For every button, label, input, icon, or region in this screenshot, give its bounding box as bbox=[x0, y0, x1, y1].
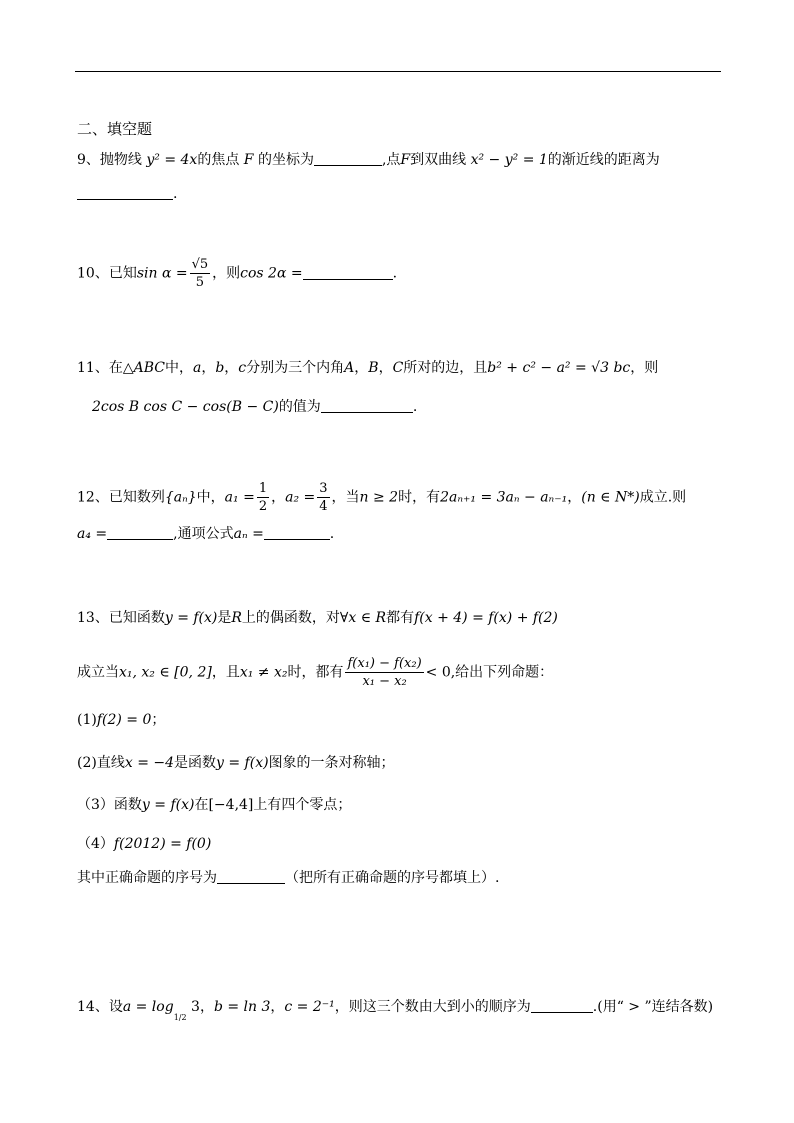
q13-line2-pre: 成立当 bbox=[77, 664, 119, 681]
q13-last-pre: 其中正确命题的序号为 bbox=[77, 870, 217, 886]
q12-a2-num: 3 bbox=[319, 481, 328, 496]
q9-text-mid4: 到双曲线 bbox=[410, 152, 467, 168]
q9-end: . bbox=[173, 186, 178, 202]
q13-lt: < 0 bbox=[425, 664, 451, 681]
q11-line1-end: ，则 bbox=[630, 360, 659, 376]
q11-sep-4: ， bbox=[378, 360, 393, 376]
q13-p1-end: ； bbox=[151, 712, 166, 728]
q13-p4-label: （4） bbox=[77, 836, 114, 852]
q9-hyperbola-eq: x² − y² = 1 bbox=[470, 152, 548, 168]
q10-sin-expr: sin α = bbox=[136, 265, 188, 282]
question-12-line-1 bbox=[77, 480, 686, 515]
q11-side-b: b bbox=[215, 360, 225, 376]
q9-answer-blank-1[interactable] bbox=[314, 151, 382, 166]
q13-answer-blank[interactable] bbox=[217, 869, 285, 884]
q13-p2-fn: y = f(x) bbox=[216, 755, 269, 771]
q12-an-blank[interactable] bbox=[264, 525, 330, 540]
question-11-line-2 bbox=[92, 397, 417, 417]
q10-frac-den: 5 bbox=[195, 275, 205, 290]
q13-p1-label: (1) bbox=[77, 712, 97, 728]
q12-text-mid5: ,通项公式 bbox=[173, 526, 234, 542]
q13-text-mid2: 上的偶函数，对 bbox=[241, 610, 340, 626]
q11-sep-2: ， bbox=[224, 360, 239, 376]
q10-number: 10、 bbox=[77, 265, 109, 282]
q12-sep: ， bbox=[271, 489, 286, 506]
q11-sep-1: ， bbox=[201, 360, 216, 376]
q12-text-mid4: 成立.则 bbox=[639, 489, 687, 506]
question-13-line-2 bbox=[77, 655, 553, 690]
q11-end: . bbox=[412, 399, 418, 415]
q13-R: R bbox=[231, 610, 242, 626]
q12-a4-blank[interactable] bbox=[107, 525, 173, 540]
q13-function: y = f(x) bbox=[164, 610, 218, 626]
q13-frac-den: x₁ − x₂ bbox=[362, 674, 407, 689]
question-14 bbox=[77, 997, 714, 1022]
q12-sequence: {aₙ} bbox=[164, 489, 197, 506]
q13-proposition-2 bbox=[77, 753, 395, 773]
q11-expression: 2cos B cos C − cos(B − C) bbox=[92, 399, 279, 415]
q12-recurrence: 2aₙ₊₁ = 3aₙ − aₙ₋₁ bbox=[440, 489, 568, 506]
q10-fraction bbox=[190, 256, 211, 291]
q14-log-base: 1/2 bbox=[173, 1013, 187, 1022]
q12-a2-den: 4 bbox=[319, 499, 328, 514]
q12-text-mid3: 时，有 bbox=[398, 489, 441, 506]
section-heading: 二、填空题 bbox=[77, 120, 153, 138]
q13-text-pre: 已知函数 bbox=[108, 610, 165, 626]
q9-text-pre: 抛物线 bbox=[99, 152, 142, 168]
q14-sep-1: ， bbox=[199, 999, 214, 1015]
q14-sep-2: ， bbox=[270, 999, 285, 1015]
q9-focus-F-2: F bbox=[400, 152, 411, 168]
q11-text-mid3: 所对的边，且 bbox=[403, 360, 488, 376]
q10-cos-expr: cos 2α = bbox=[240, 265, 303, 282]
q11-number: 11、 bbox=[77, 360, 109, 376]
q11-angle-C: C bbox=[392, 360, 404, 376]
q13-p3-interval: [−4,4] bbox=[208, 797, 254, 813]
q13-neq: x₁ ≠ x₂ bbox=[239, 664, 288, 681]
q14-end: .(用“ > ”连结各数) bbox=[592, 999, 714, 1015]
q11-side-c: c bbox=[238, 360, 247, 376]
q9-text-mid2: 的坐标为 bbox=[257, 152, 314, 168]
q10-frac-num: √5 bbox=[191, 257, 209, 272]
q12-text-mid1: 中， bbox=[196, 489, 225, 506]
q9-text-mid1: 的焦点 bbox=[197, 152, 240, 168]
q13-line2-end: ,给出下列命题： bbox=[450, 664, 554, 681]
q12-a2-label: a₂ = bbox=[285, 489, 316, 506]
q9-number: 9、 bbox=[77, 152, 100, 168]
q13-line2-mid1: ，且 bbox=[211, 664, 240, 681]
q12-a4-label: a₄ = bbox=[77, 526, 108, 542]
q10-text-pre: 已知 bbox=[108, 265, 137, 282]
q13-proposition-1 bbox=[77, 710, 165, 730]
q14-text-mid: ，则这三个数由大到小的顺序为 bbox=[334, 999, 531, 1015]
q13-p2-label: (2)直线 bbox=[77, 755, 125, 771]
q13-p2-end: 图象的一条对称轴； bbox=[268, 755, 395, 771]
q9-text-mid3: ,点 bbox=[381, 152, 401, 168]
q11-text-mid2: 分别为三个内角 bbox=[246, 360, 345, 376]
q12-a1-den: 2 bbox=[258, 499, 268, 514]
q13-frac-num: f(x₁) − f(x₂) bbox=[347, 656, 422, 671]
q13-proposition-3 bbox=[77, 795, 351, 815]
q14-number: 14、 bbox=[77, 999, 109, 1015]
q11-sep-3: ， bbox=[354, 360, 369, 376]
q11-angle-A: A bbox=[344, 360, 355, 376]
q13-forall: ∀x ∈ R bbox=[339, 610, 387, 626]
q11-text-pre: 在 bbox=[108, 360, 123, 376]
q13-text-mid3: 都有 bbox=[386, 610, 415, 626]
q11-equation: b² + c² − a² = √3 bc bbox=[487, 360, 631, 376]
question-9-line-1 bbox=[77, 150, 660, 170]
q13-equation: f(x + 4) = f(x) + f(2) bbox=[414, 610, 558, 626]
question-13-line-1 bbox=[77, 608, 558, 628]
q13-text-mid1: 是 bbox=[217, 610, 232, 626]
header-rule bbox=[75, 71, 721, 72]
q9-focus-F: F bbox=[243, 152, 254, 168]
q12-an-label: aₙ = bbox=[233, 526, 264, 542]
q14-text-pre: 设 bbox=[108, 999, 123, 1015]
question-10 bbox=[77, 256, 397, 291]
q14-answer-blank[interactable] bbox=[531, 998, 593, 1013]
question-11-line-1 bbox=[77, 358, 658, 378]
q12-sep2: ， bbox=[567, 489, 582, 506]
q9-text-mid5: 的渐近线的距离为 bbox=[547, 152, 660, 168]
q12-end: . bbox=[329, 526, 335, 542]
q11-text-mid1: 中， bbox=[164, 360, 193, 376]
q11-angle-B: B bbox=[368, 360, 379, 376]
q13-answer-line bbox=[77, 868, 499, 888]
question-12-line-2 bbox=[77, 524, 334, 544]
q9-answer-blank-2[interactable] bbox=[77, 185, 173, 200]
q13-fraction bbox=[345, 655, 423, 690]
q12-text-pre: 已知数列 bbox=[108, 489, 165, 506]
q9-parabola-eq: y² = 4x bbox=[146, 152, 198, 168]
q14-a-eq: a = log bbox=[122, 999, 174, 1015]
q12-a1-num: 1 bbox=[258, 481, 268, 496]
q11-triangle: △ABC bbox=[122, 360, 165, 376]
q10-text-mid: ，则 bbox=[212, 265, 241, 282]
q13-p3-fn: y = f(x) bbox=[141, 797, 195, 813]
q10-answer-blank[interactable] bbox=[303, 265, 393, 280]
q14-c-eq: c = 2⁻¹ bbox=[284, 999, 335, 1015]
q13-p3-label: （3）函数 bbox=[77, 797, 142, 813]
q12-text-mid2: ，当 bbox=[331, 489, 360, 506]
q13-number: 13、 bbox=[77, 610, 109, 626]
q11-side-a: a bbox=[192, 360, 202, 376]
q12-a1-label: a₁ = bbox=[224, 489, 255, 506]
q12-number: 12、 bbox=[77, 489, 109, 506]
q11-line2-mid: 的值为 bbox=[278, 399, 321, 415]
q13-p3-mid: 在 bbox=[194, 797, 209, 813]
q13-line2-mid2: 时，都有 bbox=[287, 664, 344, 681]
q12-condition: n ≥ 2 bbox=[359, 489, 399, 506]
q13-p4-expr: f(2012) = f(0) bbox=[113, 836, 212, 852]
q10-end: . bbox=[392, 265, 398, 282]
q13-proposition-4 bbox=[77, 834, 211, 854]
q12-a2-fraction bbox=[317, 480, 329, 515]
q13-p2-eq: x = −4 bbox=[124, 755, 175, 771]
q11-answer-blank[interactable] bbox=[321, 398, 413, 413]
q14-a-val: 3 bbox=[191, 999, 200, 1015]
question-9-line-2 bbox=[77, 184, 177, 204]
q13-p1-expr: f(2) = 0 bbox=[96, 712, 152, 728]
q14-b-eq: b = ln 3 bbox=[213, 999, 271, 1015]
q12-domain: (n ∈ N*) bbox=[581, 489, 640, 506]
q13-p2-mid: 是函数 bbox=[174, 755, 217, 771]
q13-set: x₁, x₂ ∈ [0, 2] bbox=[119, 664, 212, 681]
q12-a1-fraction bbox=[257, 480, 269, 515]
q13-p3-end: 上有四个零点； bbox=[253, 797, 352, 813]
q13-last-end: （把所有正确命题的序号都填上）. bbox=[285, 870, 500, 886]
